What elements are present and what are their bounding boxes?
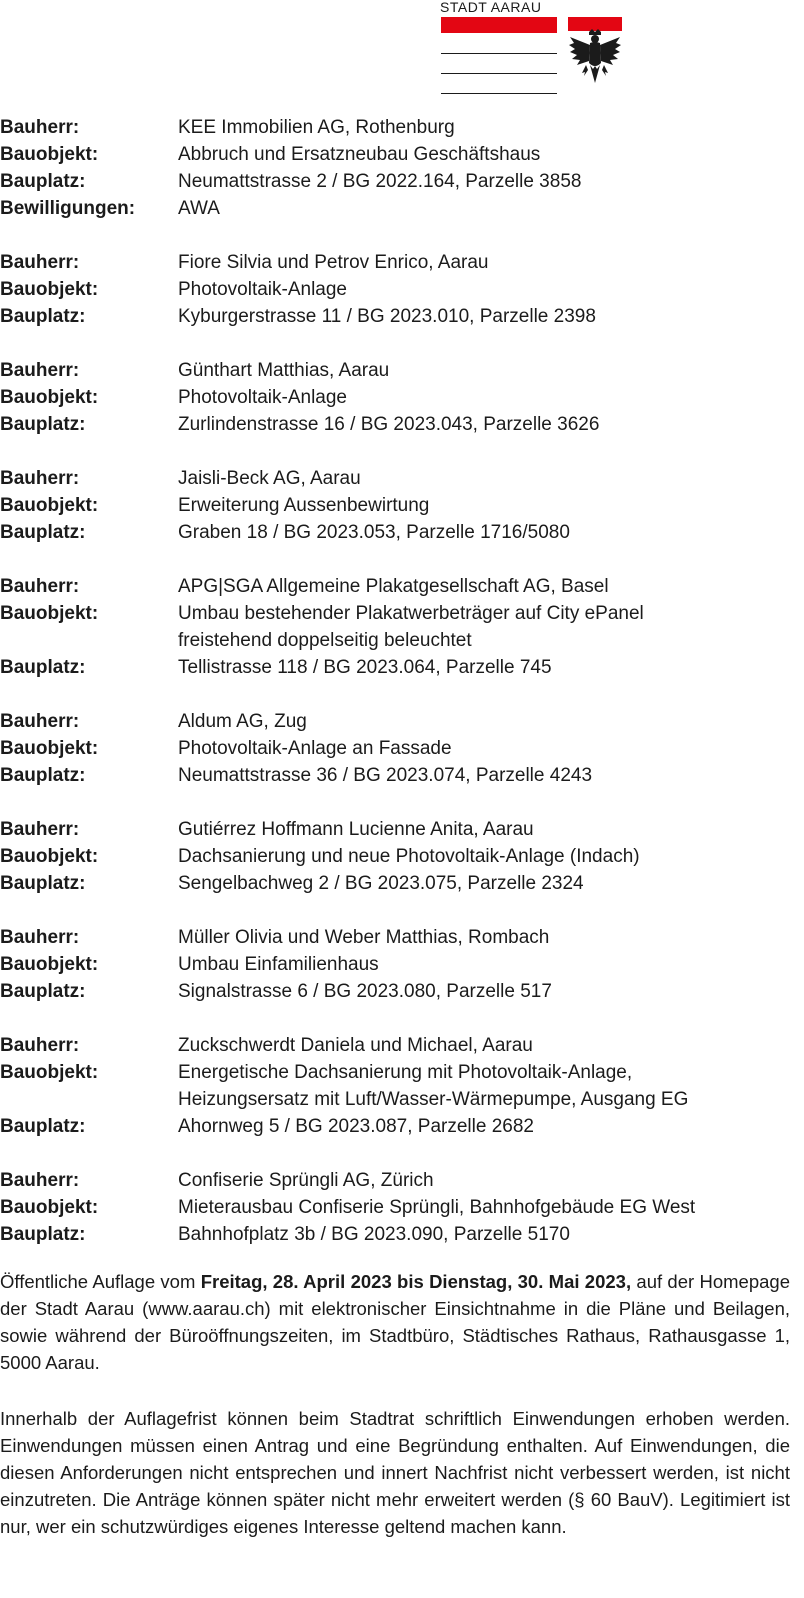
bauobjekt-value: Photovoltaik-Anlage (178, 279, 347, 300)
stadt-aarau-logo (440, 0, 630, 100)
bauplatz-label: Bauplatz: (0, 306, 86, 327)
bauplatz-row (0, 654, 804, 681)
baugesuch-entry (0, 1032, 804, 1140)
bauherr-label: Bauherr: (0, 360, 80, 381)
bauobjekt-value: Umbau bestehender Plakatwerbeträger auf City ePanel freistehend doppelseitig beleuchtet (178, 603, 644, 651)
bauplatz-label: Bauplatz: (0, 765, 86, 786)
bauherr-value: Fiore Silvia und Petrov Enrico, Aarau (178, 252, 489, 273)
baugesuch-entry (0, 249, 804, 330)
bauherr-label: Bauherr: (0, 1170, 80, 1191)
bauherr-row (0, 357, 804, 384)
bauobjekt-row (0, 276, 804, 303)
auflage-prefix: Öffentliche Auflage vom (0, 1271, 201, 1292)
bauobjekt-row (0, 1194, 804, 1221)
bauobjekt-row (0, 843, 804, 870)
bauherr-value: Günthart Matthias, Aarau (178, 360, 390, 381)
bauplatz-value: Tellistrasse 118 / BG 2023.064, Parzelle 745 (178, 657, 552, 678)
bauobjekt-row (0, 951, 804, 978)
logo-line (441, 73, 557, 74)
logo-line (441, 53, 557, 54)
bauobjekt-row (0, 600, 804, 654)
bauherr-label: Bauherr: (0, 252, 80, 273)
bauobjekt-label: Bauobjekt: (0, 603, 99, 624)
bauplatz-label: Bauplatz: (0, 1116, 86, 1137)
baugesuch-entry (0, 573, 804, 681)
bauplatz-label: Bauplatz: (0, 414, 86, 435)
bewilligungen-row (0, 195, 804, 222)
bauherr-row (0, 708, 804, 735)
bauherr-row (0, 249, 804, 276)
bauobjekt-label: Bauobjekt: (0, 387, 99, 408)
bauplatz-value: Sengelbachweg 2 / BG 2023.075, Parzelle 2324 (178, 873, 584, 894)
bauherr-value: Müller Olivia und Weber Matthias, Rombach (178, 927, 550, 948)
bauplatz-label: Bauplatz: (0, 1224, 86, 1245)
bauherr-value: KEE Immobilien AG, Rothenburg (178, 117, 455, 138)
bauherr-value: Aldum AG, Zug (178, 711, 307, 732)
bauobjekt-label: Bauobjekt: (0, 279, 99, 300)
baugesuch-entry (0, 357, 804, 438)
bauherr-value: Confiserie Sprüngli AG, Zürich (178, 1170, 434, 1191)
baugesuch-entry (0, 114, 804, 222)
bauobjekt-row (0, 492, 804, 519)
bauherr-value: Gutiérrez Hoffmann Lucienne Anita, Aarau (178, 819, 534, 840)
bauherr-label: Bauherr: (0, 819, 80, 840)
bauherr-row (0, 1032, 804, 1059)
bauherr-label: Bauherr: (0, 117, 80, 138)
bauplatz-value: Graben 18 / BG 2023.053, Parzelle 1716/5080 (178, 522, 570, 543)
eagle-crest-icon (568, 17, 622, 93)
bauherr-label: Bauherr: (0, 576, 80, 597)
bauplatz-row (0, 303, 804, 330)
bauherr-row (0, 816, 804, 843)
bauobjekt-value: Abbruch und Ersatzneubau Geschäftshaus (178, 144, 541, 165)
bauherr-row (0, 465, 804, 492)
bauobjekt-row (0, 735, 804, 762)
baugesuch-list (0, 114, 804, 1275)
bauherr-row (0, 1167, 804, 1194)
logo-line (441, 93, 557, 94)
bauplatz-row (0, 168, 804, 195)
bauherr-row (0, 573, 804, 600)
bauherr-label: Bauherr: (0, 927, 80, 948)
baugesuch-entry (0, 816, 804, 897)
bauherr-value: Zuckschwerdt Daniela und Michael, Aarau (178, 1035, 533, 1056)
bauplatz-row (0, 411, 804, 438)
bauplatz-value: Kyburgerstrasse 11 / BG 2023.010, Parzelle 2398 (178, 306, 596, 327)
logo-red-bar (441, 17, 557, 33)
bauherr-value: Jaisli-Beck AG, Aarau (178, 468, 361, 489)
bauplatz-label: Bauplatz: (0, 873, 86, 894)
baugesuch-entry (0, 708, 804, 789)
bauplatz-value: Bahnhofplatz 3b / BG 2023.090, Parzelle 5170 (178, 1224, 570, 1245)
bauherr-row (0, 114, 804, 141)
bauherr-label: Bauherr: (0, 468, 80, 489)
bauobjekt-value: Energetische Dachsanierung mit Photovoltaik-Anlage, Heizungsersatz mit Luft/Wasser-Wärmepumpe, Ausgang EG (178, 1062, 689, 1110)
bauobjekt-value: Dachsanierung und neue Photovoltaik-Anlage (Indach) (178, 846, 640, 867)
bauplatz-label: Bauplatz: (0, 522, 86, 543)
bauobjekt-label: Bauobjekt: (0, 144, 99, 165)
bauplatz-label: Bauplatz: (0, 657, 86, 678)
bauplatz-row (0, 762, 804, 789)
auflage-paragraph (0, 1268, 790, 1376)
bauobjekt-label: Bauobjekt: (0, 495, 99, 516)
bauplatz-value: Signalstrasse 6 / BG 2023.080, Parzelle 517 (178, 981, 552, 1002)
bauplatz-value: Ahornweg 5 / BG 2023.087, Parzelle 2682 (178, 1116, 534, 1137)
bauobjekt-label: Bauobjekt: (0, 1062, 99, 1083)
bauobjekt-label: Bauobjekt: (0, 846, 99, 867)
bauobjekt-label: Bauobjekt: (0, 1197, 99, 1218)
bewilligungen-label: Bewilligungen: (0, 198, 136, 219)
bauplatz-row (0, 978, 804, 1005)
bauobjekt-label: Bauobjekt: (0, 738, 99, 759)
bauherr-row (0, 924, 804, 951)
bauherr-label: Bauherr: (0, 1035, 80, 1056)
bauobjekt-value: Photovoltaik-Anlage an Fassade (178, 738, 452, 759)
baugesuch-entry (0, 1167, 804, 1248)
baugesuch-entry (0, 465, 804, 546)
bauobjekt-value: Umbau Einfamilienhaus (178, 954, 379, 975)
auflage-dates: Freitag, 28. April 2023 bis Dienstag, 30. Mai 2023, (200, 1271, 632, 1292)
bauobjekt-label: Bauobjekt: (0, 954, 99, 975)
baugesuch-entry (0, 924, 804, 1005)
bauplatz-label: Bauplatz: (0, 981, 86, 1002)
bauobjekt-row (0, 384, 804, 411)
bauobjekt-value: Mieterausbau Confiserie Sprüngli, Bahnhofgebäude EG West (178, 1197, 696, 1218)
bewilligungen-value: AWA (178, 198, 220, 219)
bauobjekt-row (0, 141, 804, 168)
bauplatz-value: Zurlindenstrasse 16 / BG 2023.043, Parzelle 3626 (178, 414, 600, 435)
bauplatz-value: Neumattstrasse 36 / BG 2023.074, Parzelle 4243 (178, 765, 593, 786)
auflage-suffix: auf der Homepage der Stadt Aarau (www.aarau.ch) mit elektronischer Einsichtnahme in die Pläne und Beilagen, sowie während der Büroöffnungszeiten, im Stadtbüro, Städtisches Rathaus, Rathausgasse 1, 5000 Aarau. (0, 1271, 790, 1373)
bauplatz-label: Bauplatz: (0, 171, 86, 192)
bauherr-value: APG|SGA Allgemeine Plakatgesellschaft AG, Basel (178, 576, 609, 597)
bauplatz-row (0, 1221, 804, 1248)
bauplatz-row (0, 519, 804, 546)
bauplatz-row (0, 870, 804, 897)
bauplatz-row (0, 1113, 804, 1140)
logo-text: STADT AARAU (440, 0, 542, 15)
bauobjekt-value: Photovoltaik-Anlage (178, 387, 347, 408)
bauobjekt-row (0, 1059, 804, 1113)
bauobjekt-value: Erweiterung Aussenbewirtung (178, 495, 430, 516)
bauherr-label: Bauherr: (0, 711, 80, 732)
einwendungen-paragraph: Innerhalb der Auflagefrist können beim Stadtrat schriftlich Einwendungen erhoben werden. Einwendungen müssen einen Antrag und eine Begründung enthalten. Auf Einwendungen, die diesen Anforderungen nicht entsprechen und innert Nachfrist nicht verbessert werden, ist nicht einzutreten. Die Anträge können später nicht mehr erweitert werden (§ 60 BauV). Legitimiert ist nur, wer ein schutzwürdiges eigenes Interesse geltend machen kann. (0, 1408, 790, 1537)
bauplatz-value: Neumattstrasse 2 / BG 2022.164, Parzelle 3858 (178, 171, 582, 192)
